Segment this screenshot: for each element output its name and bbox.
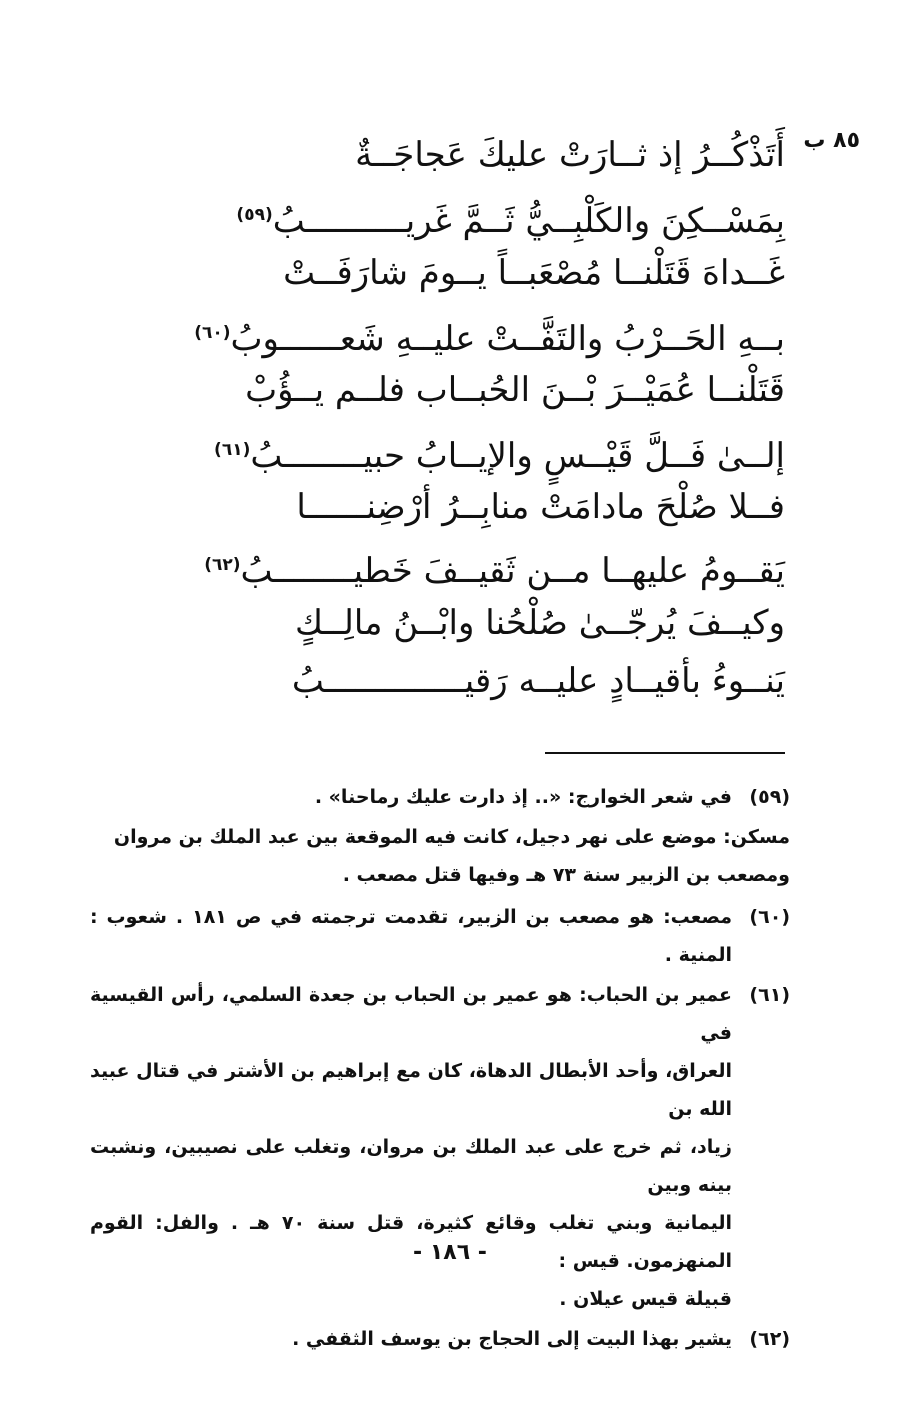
footnote-ref-60: (٦٠)	[194, 323, 231, 343]
footnotes	[90, 778, 790, 1360]
footnote-61-line-4: اليمانية وبني تغلب وقائع كثيرة، قتل سنة ٧٠ هـ . والفل: القوم المنهزمون. قيس :	[90, 1212, 732, 1272]
verse-3-first-hemistich: قَتَلْنــا عُمَيْــرَ بْــنَ الحُبــاب فلــم يــؤُبْ	[245, 370, 785, 410]
footnote-60	[90, 898, 790, 974]
verse-1-second-hemistich: بِمَسْــكِنَ والكَلْبِــيُّ ثَــمَّ غَريــــــــــبُ$^{(٥٩)}$	[236, 201, 785, 242]
footnote-number: (٦٠)	[749, 906, 790, 928]
verse-5-second-hemistich: يَنــوءُ بأقيــادٍ عليــه رَقيــــــــــــــبُ	[291, 661, 785, 701]
footnote-ref-59: (٥٩)	[236, 205, 273, 225]
footnote-separator-rule	[545, 752, 785, 754]
footnote-number: (٦٢)	[749, 1328, 790, 1350]
verse-3-second-hemistich: إلــىٰ فَــلَّ قَيْــسٍ والإيــابُ حبيــــــــبُ$^{(٦١)}$	[214, 436, 785, 477]
verse-5-first-hemistich: وكيــفَ يُرجّــىٰ صُلْحُنا وابْــنُ مالِــكٍ	[294, 603, 785, 643]
footnote-62	[90, 1320, 790, 1358]
footnote-text: مصعب: هو مصعب بن الزبير، تقدمت ترجمته في ص ١٨١ . شعوب : المنية .	[90, 906, 732, 966]
footnote-61-line-2: العراق، وأحد الأبطال الدهاة، كان مع إبراهيم بن الأشتر في قتال عبيد الله بن	[90, 1060, 732, 1120]
verse-2-second-hemistich: بــهِ الحَــرْبُ والتَفَّــتْ عليــهِ شَعــــــوبُ$^{(٦٠)}$	[194, 319, 785, 360]
verse-1-first-hemistich: أَتَذْكُــرُ إذ ثــارَتْ عليكَ عَجاجَــةٌ	[355, 135, 785, 175]
footnote-text	[90, 976, 732, 1318]
footnote-59	[90, 778, 790, 816]
footnote-59-continuation-1: مسكن: موضع على نهر دجيل، كانت فيه الموقعة بين عبد الملك بن مروان	[113, 826, 790, 848]
verse-4-second-hemistich: يَقــومُ عليهــا مــن ثَقيــفَ خَطيــــــــبُ$^{(٦٢)}$	[204, 551, 785, 592]
footnote-number: (٥٩)	[749, 786, 790, 808]
verse-4-first-hemistich: فــلا صُلْحَ مادامَتْ منابِــرُ أرْضِنــــــا	[296, 487, 785, 527]
footnote-ref-62: (٦٢)	[204, 555, 241, 575]
footnote-number: (٦١)	[749, 984, 790, 1006]
footnote-61-line-1: عمير بن الحباب: هو عمير بن الحباب بن جعدة السلمي، رأس القيسية في	[90, 984, 732, 1044]
margin-folio-note: ٨٥ ب	[803, 128, 860, 153]
footnote-text: في شعر الخوارج: «.. إذ دارت عليك رماحنا» .	[314, 786, 732, 808]
footnote-61-line-3: زياد، ثم خرج على عبد الملك بن مروان، وتغلب على نصيبين، ونشبت بينه وبين	[90, 1136, 732, 1196]
footnote-ref-61: (٦١)	[214, 440, 251, 460]
footnote-text: يشير بهذا البيت إلى الحجاج بن يوسف الثقفي .	[292, 1328, 732, 1350]
footnote-61-line-5: قبيلة قيس عيلان .	[559, 1288, 732, 1310]
footnote-59-continuation-2: ومصعب بن الزبير سنة ٧٣ هـ وفيها قتل مصعب .	[342, 864, 790, 886]
page-number: - ١٨٦ -	[413, 1240, 487, 1265]
verse-2-first-hemistich: غَــداهَ قَتَلْنــا مُصْعَبــاً يــومَ شارَفَــتْ	[283, 253, 785, 293]
footnote-61	[90, 976, 790, 1318]
